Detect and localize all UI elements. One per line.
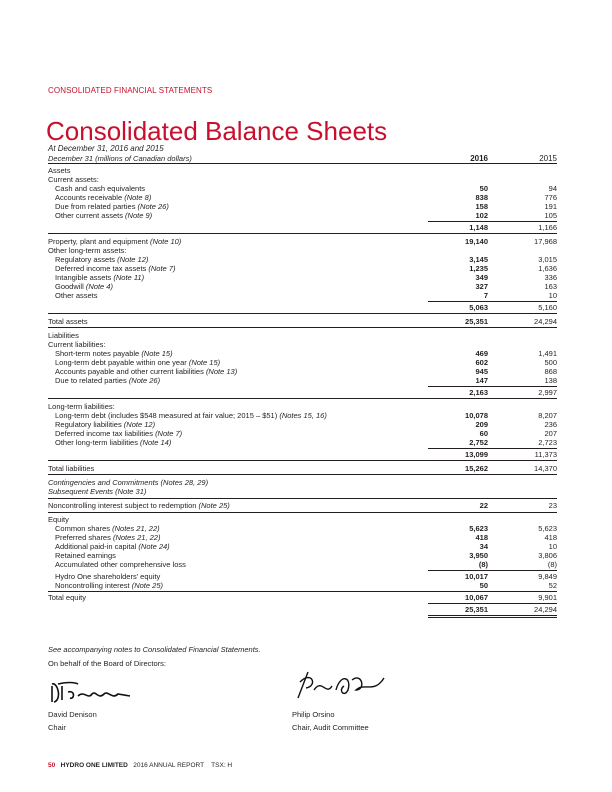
value-2016: 209 [475,420,488,429]
signatory-2-role: Chair, Audit Committee [292,723,369,732]
value-2016: 50 [479,184,488,193]
row-label: Long-term debt payable within one year [55,358,187,367]
total-liabilities-row: Total liabilities 15,262 14,370 [48,464,557,473]
signature-philip-orsino [292,668,392,702]
value-2015: 8,207 [538,411,557,420]
value-2015: 10 [548,291,557,300]
subsequent-events-row: Subsequent Events (Note 31) [48,487,147,496]
value-2015: 3,806 [538,551,557,560]
value-2015: 207 [544,429,557,438]
row-label: Regulatory liabilities [55,420,122,429]
row-note: (Note 14) [140,438,172,447]
row-label: Long-term debt (includes $548 measured at fair value; 2015 – $51) [55,411,278,420]
longterm-liability-row [48,438,557,447]
value-2015: 868 [544,367,557,376]
longterm-asset-row [48,282,557,291]
current-asset-row [48,184,557,193]
nci-row: Noncontrolling interest (Note 25) 50 52 [55,581,557,590]
value-2016: 349 [475,273,488,282]
row-note: (Notes 15, 16) [279,411,327,420]
value-2015: 10 [548,542,557,551]
value-2015: 2,723 [538,438,557,447]
value-2015: 191 [544,202,557,211]
row-label: Intangible assets [55,273,112,282]
current-liability-row [48,376,557,385]
value-2016: 147 [475,376,488,385]
longterm-assets-heading: Other long-term assets: [48,246,127,255]
row-label: Regulatory assets [55,255,116,264]
table-header [48,154,557,163]
equity-item-row [48,542,557,551]
nci-redemption-row: Noncontrolling interest subject to redemption (Note 25) 22 23 [48,501,557,510]
liabilities-heading: Liabilities [48,331,79,340]
current-liability-row [48,358,557,367]
total-equity-row: Total equity 10,067 9,901 [48,593,557,602]
row-label: Cash and cash equivalents [55,184,146,193]
signatory-1-name: David Denison [48,710,97,719]
value-2015: 94 [548,184,557,193]
grand-total-row: 25,351 24,294 [465,605,557,614]
ppe-row: Property, plant and equipment (Note 10) 19,140 17,968 [48,237,557,246]
value-2015: 163 [544,282,557,291]
row-note: (Note 11) [113,273,145,282]
value-2015: 776 [544,193,557,202]
value-2015: 236 [544,420,557,429]
row-note: (Note 26) [128,376,161,385]
total-assets-row: Total assets 25,351 24,294 [48,317,557,326]
row-label: Accumulated other comprehensive loss [55,560,186,569]
value-2016: 34 [479,542,488,551]
row-label: Preferred shares [55,533,111,542]
value-2016: 1,235 [469,264,488,273]
equity-item-row [48,533,557,542]
value-2015: 5,623 [538,524,557,533]
current-assets-total: 1,148 1,166 [469,223,557,232]
footer-company: HYDRO ONE LIMITED [60,762,128,769]
row-label: Other long-term liabilities [55,438,138,447]
row-label: Other current assets [55,211,123,220]
current-liability-row [48,349,557,358]
row-note: (Notes 21, 22) [112,533,161,542]
longterm-liabilities-heading: Long-term liabilities: [48,402,115,411]
current-asset-row [48,211,557,220]
row-note: (Note 24) [138,542,170,551]
current-asset-row [48,193,557,202]
footer-ticker: TSX: H [211,762,233,769]
row-label: Additional paid-in capital [55,542,137,551]
row-label: Goodwill [55,282,84,291]
row-note: (Note 8) [124,193,152,202]
contingencies-row: Contingencies and Commitments (Notes 28, 29) [48,478,209,487]
value-2016: 327 [475,282,488,291]
value-2016: (8) [478,560,488,569]
equity-heading: Equity [48,515,69,524]
shareholders-equity-row: Hydro One shareholders’ equity 10,017 9,849 [55,572,557,581]
value-2016: 469 [475,349,488,358]
value-2015: 1,491 [538,349,557,358]
longterm-asset-row [48,273,557,282]
current-liabilities-total: 2,163 2,997 [469,388,557,397]
row-note: (Note 7) [148,264,176,273]
longterm-asset-row [48,291,557,300]
value-2016: 602 [475,358,488,367]
longterm-assets-total: 5,063 5,160 [469,303,557,312]
value-2016: 158 [475,202,488,211]
signatory-2-name: Philip Orsino [292,710,335,719]
row-label: Deferred income tax liabilities [55,429,153,438]
signatory-1-role: Chair [48,723,66,732]
equity-item-row [48,524,557,533]
equity-item-row [48,560,557,569]
row-note: (Note 15) [141,349,173,358]
page-title: Consolidated Balance Sheets [46,116,388,146]
longterm-liability-row [48,411,557,420]
value-2015: 3,015 [538,255,557,264]
value-2016: 5,623 [469,524,488,533]
value-2016: 838 [475,193,488,202]
value-2016: 418 [475,533,488,542]
row-label: Other assets [55,291,98,300]
row-note: (Note 26) [137,202,169,211]
row-label: Due from related parties [55,202,136,211]
value-2016: 3,950 [469,551,488,560]
value-2016: 7 [483,291,488,300]
current-asset-row [48,202,557,211]
row-note: (Note 12) [123,420,156,429]
row-label: Due to related parties [55,376,127,385]
row-note: (Note 7) [155,429,183,438]
longterm-liability-row [48,429,557,438]
longterm-asset-row [48,264,557,273]
row-label: Deferred income tax assets [55,264,147,273]
value-2015: 336 [544,273,557,282]
value-2015: 1,636 [538,264,557,273]
equity-item-row [48,551,557,560]
longterm-liabilities-total: 13,099 11,373 [465,450,557,459]
row-label: Accounts receivable [55,193,123,202]
signature-david-denison [48,678,138,708]
row-label: Common shares [55,524,111,533]
longterm-asset-row [48,255,557,264]
value-2015: 500 [544,358,557,367]
value-2016: 945 [475,367,488,376]
longterm-liability-row [48,420,557,429]
value-2015: 138 [544,376,557,385]
value-2016: 60 [479,429,488,438]
row-label: Accounts payable and other current liabilities [55,367,204,376]
row-note: (Note 9) [125,211,153,220]
see-notes-text: See accompanying notes to Consolidated Financial Statements. [48,645,261,654]
page-number: 50 [48,762,56,769]
header-col-2015: 2015 [539,154,557,163]
footer-report: 2016 ANNUAL REPORT [133,762,205,769]
value-2016: 2,752 [469,438,488,447]
row-label: Short-term notes payable [55,349,140,358]
row-label: Retained earnings [55,551,116,560]
value-2016: 102 [475,211,488,220]
current-assets-heading: Current assets: [48,175,99,184]
value-2015: 418 [544,533,557,542]
value-2016: 3,145 [469,255,488,264]
current-liability-row [48,367,557,376]
header-col-2016: 2016 [470,154,488,163]
value-2015: 105 [544,211,557,220]
section-tag: CONSOLIDATED FINANCIAL STATEMENTS [48,86,213,95]
value-2015: (8) [547,560,557,569]
row-note: (Note 13) [205,367,238,376]
page-footer [48,762,232,769]
row-note: (Note 4) [85,282,113,291]
row-note: (Notes 21, 22) [112,524,160,533]
subtitle-date: At December 31, 2016 and 2015 [48,144,164,153]
assets-heading: Assets [48,166,71,175]
balance-sheet-table [48,154,557,618]
row-note: (Note 12) [117,255,149,264]
on-behalf-text: On behalf of the Board of Directors: [48,659,166,668]
value-2016: 10,078 [465,411,488,420]
row-note: (Note 15) [188,358,221,367]
header-label: December 31 (millions of Canadian dollars) [48,154,192,163]
current-liabilities-heading: Current liabilities: [48,340,106,349]
